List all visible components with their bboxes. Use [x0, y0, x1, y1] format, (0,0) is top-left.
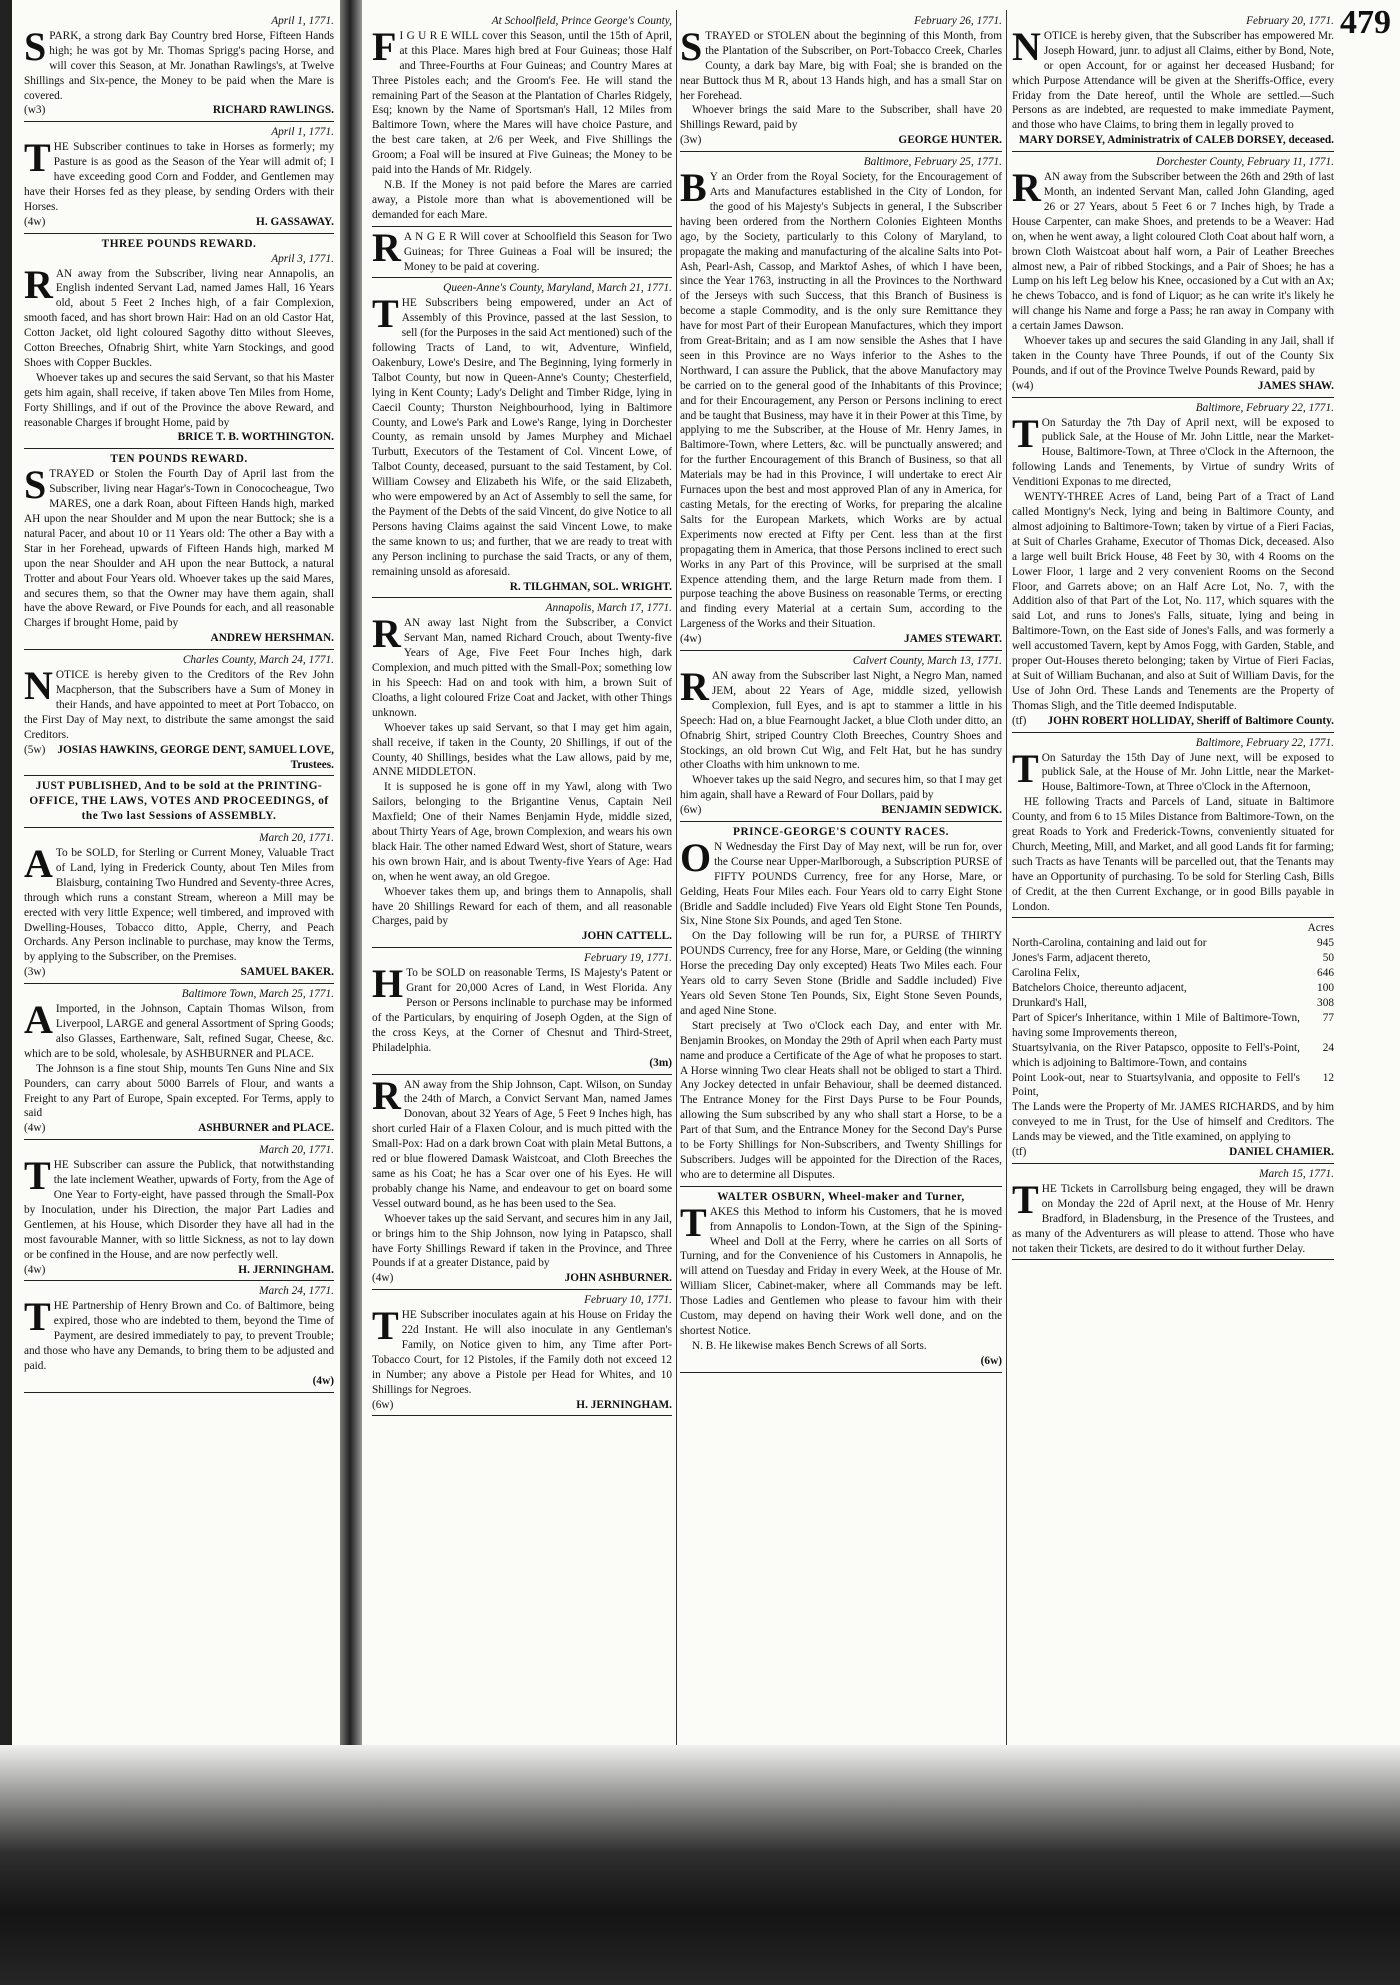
- ad-divider: [372, 226, 672, 227]
- ad-paragraph: [680, 834, 1002, 929]
- ad-reference: (4w): [24, 1263, 46, 1276]
- ad-paragraph: [1012, 334, 1334, 379]
- table-row: [1012, 936, 1334, 951]
- ad-paragraph: [372, 1072, 672, 1212]
- drop-cap: S: [24, 23, 47, 69]
- ad-signer: H. JERNINGHAM.: [576, 1398, 672, 1411]
- ad-paragraph: [24, 1153, 334, 1262]
- ad-text: Whoever brings the said Mare to the Subscriber, shall have 20 Shillings Reward, paid by: [680, 104, 1002, 132]
- ad-divider: [372, 947, 672, 948]
- ad-signer: JAMES STEWART.: [904, 633, 1002, 646]
- advertisement: [24, 452, 334, 650]
- ad-paragraph: [1012, 410, 1334, 491]
- ad-dateline: February 19, 1771.: [584, 952, 672, 965]
- drop-cap: H: [372, 961, 404, 1007]
- ad-signature: [680, 1354, 1002, 1369]
- ad-signer: DANIEL CHAMIER.: [1229, 1146, 1334, 1159]
- ad-text: OTICE is hereby given, that the Subscriber has empowered Mr. Joseph Howard, junr. to adjust all Claims, either by Bond, Note, or open Account, for or against her deceased Husband; for which Purpose Attendance will be given at the Sheriffs-Office, every Friday from the Date hereof, until the Whole are settled.—Such Persons as are indebted, are requested to make immediate Payment, and those who have Claims, to bring them in legally proved to: [1012, 29, 1334, 132]
- ad-text: HE Partnership of Henry Brown and Co. of Baltimore, being expired, those who are indebted to them, beyond the Time of Payment, are desired immediately to pay, to prevent Trouble; and those who have any Demands, to bring them to be adjusted and paid.: [24, 1300, 334, 1372]
- ad-text: On Saturday the 15th Day of June next, will be exposed to publick Sale, at the House of Mr. John Little, near the Market-House, Baltimore-Town, at Three o'Clock in the Afternoon,: [1041, 751, 1334, 794]
- ad-signature: [1012, 714, 1334, 729]
- column-rule: [676, 10, 677, 1745]
- ad-divider: [24, 121, 334, 122]
- advertisement: [24, 14, 334, 122]
- ad-paragraph: [372, 611, 672, 720]
- table-row: [1012, 1071, 1334, 1101]
- ad-paragraph: [24, 997, 334, 1062]
- ad-paragraph: [372, 23, 672, 178]
- ad-paragraph: [680, 165, 1002, 632]
- advertisement: [24, 237, 334, 450]
- drop-cap: R: [372, 1072, 401, 1118]
- ad-signature: [1012, 379, 1334, 394]
- ad-paragraph: [680, 773, 1002, 803]
- ad-dateline: February 26, 1771.: [914, 15, 1002, 27]
- advertisement: [1012, 155, 1334, 398]
- tract-name: Carolina Felix,: [1012, 967, 1080, 980]
- advertisement: [1012, 1100, 1334, 1164]
- ad-divider: [1012, 1163, 1334, 1164]
- advertisement: [372, 601, 672, 948]
- ad-signature: [372, 580, 672, 595]
- ad-dateline: Annapolis, March 17, 1771.: [545, 602, 672, 615]
- ad-paragraph: [372, 178, 672, 223]
- ad-text: OTICE is hereby given to the Creditors of the Rev John Macpherson, that the Subscribers have a Sum of Money in their Hands, and have appointed to meet at Port Tobacco, on the First Day of May next, to distribute the same amongst the said Creditors.: [24, 669, 334, 741]
- ad-text: Whoever takes up the said Servant, and secures him in any Jail, or brings him to the Ship Johnson, now lying in Patapsco, shall have Forty Shillings Reward if taken in the Province, and Three Pounds if at a greater Distance, paid by: [372, 1212, 672, 1270]
- ad-dateline: February 10, 1771.: [584, 1294, 672, 1307]
- ad-text: A N G E R Will cover at Schoolfield this Season for Two Guineas; for Three Guineas a Foal will be insured; the Money to be paid at covering.: [403, 230, 672, 273]
- advertisement: [24, 1143, 334, 1281]
- ad-reference: (4w): [372, 1272, 394, 1285]
- ad-signature: [24, 215, 334, 230]
- ad-divider: [24, 775, 334, 776]
- ad-paragraph: [372, 1212, 672, 1272]
- ad-text: On the Day following will be run for, a PURSE of THIRTY POUNDS Currency, free for any Horse, Mare, or Gelding (the winning Horse the preceding Day only excepted) Heats Two Miles each. Four Years old to carry Seven Stone (Bridle and Saddle included) Five Years old Seven Stone Ten Pounds, Six, Eight Stone Seven Pounds, and aged Nine Stone.: [680, 930, 1002, 1017]
- ad-text: Start precisely at Two o'Clock each Day, and enter with Mr. Benjamin Brookes, on Monday the 29th of April when each Party must name and produce a Certificate of the Age of what he proposes to start. A Horse winning Two clear Heats shall not be obliged to start a Third. Any Jockey detected in unfair Behaviour, shall be deemed distanced. The Entrance Money for the First Days Purse to be Four Pounds, allowing the Sum subscribed by any who shall start a Horse, to be a Part of that Sum, and the Entrance Money for the Second Day's Purse to be Forty Shillings for Non-Subscribers, and Twenty Shillings for Subscribers. Judges will be appointed for the Direction of the Races, who are to determine all Disputes.: [680, 1019, 1002, 1181]
- ad-paragraph: [1012, 165, 1334, 334]
- table-row: [1012, 981, 1334, 996]
- advertisement: [1012, 736, 1334, 919]
- drop-cap: R: [372, 224, 401, 270]
- ad-divider: [372, 277, 672, 278]
- ad-reference: (3w): [24, 966, 46, 979]
- ad-paragraph: [24, 23, 334, 104]
- ad-dateline: Calvert County, March 13, 1771.: [852, 655, 1002, 668]
- table-header-row: [1012, 921, 1334, 936]
- ad-divider: [1012, 397, 1334, 398]
- ad-signature: [372, 1271, 672, 1286]
- ad-signer: BENJAMIN SEDWICK.: [881, 804, 1002, 817]
- ad-paragraph: [372, 224, 672, 275]
- ad-paragraph: [1012, 795, 1334, 914]
- ad-text: TRAYED or STOLEN about the beginning of this Month, from the Plantation of the Subscriber, on Port-Tobacco Creek, Charles County, a dark bay Mare, big with Foal; she is branded on the near Buttock thus M R, about 13 Hands high, and has a small Star on her Forehead.: [680, 29, 1002, 102]
- ad-text: Whoever takes up and secures the said Servant, so that his Master gets him again, shall receive, if taken above Ten Miles from Home, Forty Shillings, and if out of the Province the above Reward, and reasonable Charges if brought Home, paid by: [24, 371, 334, 429]
- ad-text: To be SOLD, for Sterling or Current Money, Valuable Tract of Land, lying in Frederick County, about Ten Miles from Blaisburg, containing Two Hundred and Seventy-three Acres, through which runs a constant Stream, whereon a Mill may be erected with very little Expence; well timbered, and improved with Dwelling-Houses, Tobacco ditto, Apple, Cherry, and Peach Orchards. Any Person inclinable to purchase, may know the Terms, by applying to the Subscriber, on the Premises.: [24, 847, 334, 964]
- ad-signer: JOHN ASHBURNER.: [564, 1272, 672, 1285]
- advertisement: [24, 779, 334, 828]
- ad-reference: (tf): [1012, 1146, 1027, 1159]
- drop-cap: S: [680, 23, 703, 69]
- ad-paragraph: [680, 663, 1002, 773]
- ad-text: I G U R E WILL cover this Season, until the 15th of April, at this Place. Mares high bred at Four Guineas; those Half and Three-Fourths at Four Guineas; and Country Mares at Three Pistoles each; and the Groom's Fee. He will stand the remaining Part of the Season at the Plantation of Charles Ridgely, Esq; known by the Name of Sportsman's Hall, 12 Miles from Baltimore Town, where the Mares will have choice Pasture, and the best care taken, at 2/6 per Week, and Five Shillings the Groom; a Foal will be insured at Five Guineas; the Money to be paid into the Hands of Mr. Ridgely.: [372, 29, 672, 177]
- ad-signer: (6w): [980, 1354, 1002, 1367]
- acres-header: Acres: [1307, 922, 1334, 935]
- advertisement: [680, 1190, 1002, 1373]
- ad-divider: [372, 597, 672, 598]
- ad-paragraph: [372, 780, 672, 884]
- ad-paragraph: [24, 462, 334, 631]
- drop-cap: O: [680, 834, 712, 880]
- ad-paragraph: [24, 1294, 334, 1374]
- ad-signer: H. JERNINGHAM.: [238, 1263, 334, 1276]
- page-bottom-shadow: [0, 1745, 1400, 1985]
- drop-cap: R: [372, 611, 401, 657]
- ad-signer: R. TILGHMAN, SOL. WRIGHT.: [509, 580, 672, 593]
- ad-text: AKES this Method to inform his Customers, that he is moved from Annapolis to London-Town, at the Sign of the Spining-Wheel and Doll at the Ferry, where he carries on all Sorts of Turning, and for the Convenience of his Customers in Annapolis, he will attend on Tuesday and Friday in every Week, at the House of Mr. William Slicer, Cabinet-maker, where all Commands may be left. Those Ladies and Gentlemen who please to favour him with their Custom, may depend on having their Work well done, and on the shortest Notice.: [680, 1205, 1002, 1337]
- ad-signer: JOSIAS HAWKINS, GEORGE DENT, SAMUEL LOVE, Trustees.: [57, 743, 334, 771]
- ad-paragraph: [372, 961, 672, 1055]
- drop-cap: T: [1012, 745, 1039, 791]
- ad-signature: [1012, 133, 1334, 148]
- ad-dateline: March 20, 1771.: [259, 1144, 334, 1157]
- ad-signature: [372, 1056, 672, 1071]
- tract-acres: 945: [1317, 937, 1334, 950]
- ad-reference: (4w): [680, 633, 702, 646]
- ad-divider: [1012, 732, 1334, 733]
- ad-dateline: Baltimore, February 25, 1771.: [863, 156, 1002, 169]
- drop-cap: R: [1012, 165, 1041, 211]
- ad-signer: ASHBURNER and PLACE.: [198, 1122, 334, 1135]
- ad-paragraph: [372, 885, 672, 930]
- ad-dateline: Dorchester County, February 11, 1771.: [1156, 156, 1334, 169]
- ad-text: AN away from the Subscriber last Night, a Negro Man, named JEM, about 22 Years of Age, middle sized, yellowish Complexion, full Eyes, and is apt to stammer a little in his Speech: Had on, a blue Fearnought Jacket, a blue Cloth under ditto, an Ofnabrig Shirt, striped Country Cloth Breeches, Country Shoes and Stockings, an old brown Cut Wig, and Felt Hat, but he has sundry other Cloaths with him unknown to me.: [680, 669, 1002, 772]
- left-page-edge: [0, 0, 12, 1770]
- ad-paragraph: [372, 721, 672, 781]
- advertisement: [372, 1072, 672, 1291]
- ad-signer: ANDREW HERSHMAN.: [210, 632, 334, 645]
- ad-dateline: April 3, 1771.: [271, 252, 334, 265]
- ad-divider: [680, 1372, 1002, 1373]
- ad-signer: RICHARD RAWLINGS.: [212, 104, 334, 117]
- advertisement: [680, 654, 1002, 822]
- ad-signer: JAMES SHAW.: [1257, 379, 1334, 392]
- tract-acres: 50: [1322, 952, 1334, 965]
- ad-signer: H. GASSAWAY.: [256, 215, 334, 228]
- ad-paragraph: [372, 291, 672, 579]
- ad-paragraph: [1012, 490, 1334, 714]
- ad-signature: [372, 929, 672, 944]
- ad-text: HE Subscribers being empowered, under an Act of Assembly of this Province, passed at the last Session, to sell (for the Purposes in the said Act mentioned) such of the following Tracts of Land, to wit, Adventure, Winfield, Oakenbury, Lowe's Desire, and The Beginning, lying formerly in Talbot County, but now in Queen-Anne's County; Chesterfield, lying in Kent County; Lady's Delight and Timber Ridge, lying in Caecil County; Thurston Neighbourhood, lying in Baltimore County, and Lowe's Park and Lowe's Range, lying in Dorchester County, as remain unsold by James Murphey and Michael Turbutt, Executors of the Testament of Col. Vincent Lowe, of Talbot County, deceased, pursuant to the said Testament, by Col. William Cowsey and Elizabeth his Wife, or the said Elizabeth, who were empowered by an Act of Assembly to sell the same, for the Payment of the Debts of the said Vincent, do give Notice to all Persons having Claims against the said Vincent Lowe, to make the same known to us; and further, that we are ready to treat with any Person inclining to purchase the said Tracts, or any of them, remaining unsold as aforesaid.: [372, 297, 672, 578]
- ad-dateline: March 24, 1771.: [259, 1285, 334, 1298]
- advertisement: [24, 987, 334, 1140]
- drop-cap: N: [24, 663, 53, 709]
- tract-name: Part of Spicer's Inheritance, within 1 Mile of Baltimore-Town, having some Improvements thereon,: [1012, 1011, 1300, 1039]
- advertisement: [1012, 14, 1334, 152]
- ad-divider: [24, 649, 334, 650]
- ad-text: AN away last Night from the Subscriber, a Convict Servant Man, named Richard Crouch, about Twenty-five Years of Age, Five Feet Four Inches high, dark Complexion, and much pitted with the Small-Pox; something low in his Speech: Had on and took with him, a brown Suit of Cloaths, a light coloured Frize Coat and Jacket, with other Things unknown.: [372, 617, 672, 719]
- tract-name: Stuartsylvania, on the River Patapsco, opposite to Fell's-Point, which is adjoining to Baltimore-Town, and contains: [1012, 1041, 1300, 1069]
- ad-divider: [24, 1139, 334, 1140]
- ad-divider: [1012, 1259, 1334, 1260]
- table-row: [1012, 996, 1334, 1011]
- ad-reference: (w4): [1012, 379, 1034, 392]
- column-3: [680, 14, 1002, 1376]
- ad-divider: [1012, 151, 1334, 152]
- ad-text: AN away from the Subscriber, living near Annapolis, an English indented Servant Lad, named James Hall, 16 Years old, about 5 Feet 2 Inches high, of a fair Complexion, smooth faced, and has short brown Hair: Had on an old Castor Hat, Cotton Jacket, old light coloured Sagothy ditto without Sleeves, Cotton Breeches, Ofnabrig Shirt, white Yarn Stockings, and good Shoes with Copper Buckles.: [24, 267, 334, 369]
- ad-reference: (4w): [24, 215, 46, 228]
- ad-heading: THREE POUNDS REWARD.: [101, 237, 257, 250]
- ad-divider: [24, 448, 334, 449]
- ad-divider: [372, 1289, 672, 1290]
- advertisement: [24, 125, 334, 233]
- ad-divider: [372, 1074, 672, 1075]
- ad-text: WENTY-THREE Acres of Land, being Part of a Tract of Land called Montigny's Neck, lying and being in Baltimore County, and almost adjoining to Baltimore-Town; taken by virtue of a Fieri Facias, at Suit of Charles Grahame, Executor of Thomas Dick, deceased. Also a large well built Brick House, 48 Feet by 30, with 4 Rooms on the Lower Floor, 1 large and 2 very convenient Rooms on the Second Floor, and Garrets above; on an Half Acre Lot, No. 7, with the Addition also of that Part of the Lot, No. 117, which squares with the said Lot, and runs to Jones's Falls, situate, lying and being in Baltimore-Town, on the East side of Jones's Falls, and was formerly a well accustomed Tavern, kept by Amos Fogg, with Garden, Stable, and proper Out-Houses thereto belonging; taken by Virtue of Fieri Facias, at Suit of William Buchanan, and also at Suit of William Davis, for the Use of John Ord. These Lands and Tenements are the Property of Thomas Sligh, and the Title deemed Indisputable.: [1012, 491, 1334, 712]
- ad-paragraph: [680, 103, 1002, 133]
- ad-signature: [680, 632, 1002, 647]
- advertisement: [24, 653, 334, 776]
- column-4-ads: [1012, 14, 1334, 918]
- ad-signer: SAMUEL BAKER.: [240, 966, 334, 979]
- advertisement: [372, 951, 672, 1074]
- ad-dateline: Baltimore, February 22, 1771.: [1195, 736, 1334, 749]
- ad-paragraph: [680, 929, 1002, 1018]
- ad-dateline: March 15, 1771.: [1259, 1167, 1334, 1180]
- ad-text: N Wednesday the First Day of May next, will be run for, over the Course near Upper-Marlborough, a Subscription PURSE of FIFTY POUNDS Currency, free for any Horse, Mare, or Gelding, Heats Four Miles each. Four Years old to carry Eight Stone (Bridle and Saddle included) Five Years old Eight Stone Ten Pounds, Six, Nine Stone Six Pounds, and aged Ten Stone.: [680, 840, 1002, 928]
- drop-cap: T: [24, 1294, 51, 1340]
- ad-signature: [1012, 1145, 1334, 1160]
- ad-paragraph: [1012, 1176, 1334, 1257]
- ad-text: On Saturday the 7th Day of April next, will be exposed to publick Sale, at the House of Mr. John Little, near the Market-House, Baltimore-Town, at Three o'Clock in the Afternoon, the following Lands and Tenements, by Virtue of sundry Writs of Venditioni Exponas to me directed,: [1012, 416, 1334, 489]
- ad-signature: [24, 1374, 334, 1389]
- ad-text: N.B. If the Money is not paid before the Mares are carried away, a Pistole more than what is abovementioned will be demanded for each Mare.: [372, 178, 672, 221]
- ad-dateline: March 20, 1771.: [259, 832, 334, 845]
- ad-signature: [680, 133, 1002, 148]
- ad-signer: MARY DORSEY, Administratrix of CALEB DORSEY, deceased.: [1019, 134, 1334, 147]
- ad-paragraph: [24, 663, 334, 743]
- table-row: [1012, 951, 1334, 966]
- drop-cap: R: [680, 663, 709, 709]
- ad-paragraph: [680, 1019, 1002, 1183]
- ad-paragraph: [24, 261, 334, 371]
- table-row: [1012, 1041, 1334, 1071]
- ad-signature: [24, 103, 334, 118]
- drop-cap: T: [372, 1303, 399, 1349]
- ad-text: Whoever takes them up, and brings them to Annapolis, shall have 20 Shillings Reward for each of them, and all reasonable Charges, paid by: [372, 885, 672, 928]
- tract-acres: 24: [1322, 1041, 1334, 1054]
- advertisement: [1012, 1167, 1334, 1260]
- ad-signature: [680, 803, 1002, 818]
- ad-heading: WALTER OSBURN, Wheel-maker and Turner,: [717, 1190, 965, 1203]
- ad-text: N. B. He likewise makes Bench Screws of all Sorts.: [692, 1339, 927, 1352]
- ad-text: PARK, a strong dark Bay Country bred Horse, Fifteen Hands high; he was got by Mr. Thomas Sprigg's pacing Horse, and will cover this Season, at Mr. Jonathan Rawlings's, at Twelve Shillings and Six-pence, the Money to be paid when the Mare is covered.: [24, 29, 334, 102]
- ad-text: HE Subscriber can assure the Publick, that notwithstanding the late inclement Weather, upwards of Forty, from the Age of One Year to Forty-eight, have passed through the Small-Pox by Inoculation, under his Direction, the major Part Ladies and Gentlemen, at his House, which Disorder they have all had in the most favourable Manner, with so little Sickness, as not to lay down or be confined in the House, and are now perfectly well.: [24, 1159, 334, 1261]
- ad-signature: [24, 743, 334, 773]
- drop-cap: R: [24, 261, 53, 307]
- ad-reference: (6w): [372, 1398, 394, 1411]
- table-header-spacer: [1012, 921, 1300, 936]
- ad-reference: (6w): [680, 804, 702, 817]
- ad-divider: [24, 1392, 334, 1393]
- tract-acres: 646: [1317, 967, 1334, 980]
- ad-signature: [24, 430, 334, 445]
- advertisement: [372, 14, 672, 227]
- ad-text: HE Subscriber continues to take in Horses as formerly; my Pasture is as good as the Season of the Year will admit of; I have exceeding good Corn and Fodder, and Gentlemen may have their Horses fed as they please, by sending Orders with their Horses.: [24, 141, 334, 213]
- ad-text: Whoever takes up and secures the said Glanding in any Jail, shall if taken in the County have Three Pounds, if out of the County Six Pounds, and if out of the Province Twelve Pounds Reward, paid by: [1012, 335, 1334, 377]
- column-4-tail-ads: [1012, 1100, 1334, 1260]
- ad-dateline: Charles County, March 24, 1771.: [182, 654, 334, 667]
- advertisement: [680, 155, 1002, 651]
- ad-reference: (4w): [24, 1122, 46, 1135]
- drop-cap: T: [1012, 1176, 1039, 1222]
- ad-text: Imported, in the Johnson, Captain Thomas Wilson, from Liverpool, LARGE and general Assortment of Spring Goods; also Glasses, Earthenware, Salt, refined Sugar, Cheese, &c. which are to be sold, wholesale, by ASHBURNER and PLACE.: [24, 1003, 334, 1060]
- drop-cap: N: [1012, 23, 1041, 69]
- advertisement: [24, 831, 334, 984]
- ad-reference: (3w): [680, 134, 702, 147]
- ad-paragraph: [680, 1339, 1002, 1354]
- ad-signature: [24, 1121, 334, 1136]
- ad-dateline: February 20, 1771.: [1246, 15, 1334, 27]
- ad-reference: (tf): [1012, 714, 1027, 727]
- ad-dateline: April 1, 1771.: [271, 126, 334, 139]
- ad-divider: [680, 1186, 1002, 1187]
- tract-name: Drunkard's Hall,: [1012, 997, 1087, 1009]
- ad-paragraph: [1012, 745, 1334, 796]
- ad-dateline: At Schoolfield, Prince George's County,: [491, 15, 672, 27]
- drop-cap: A: [24, 997, 53, 1043]
- ad-paragraph: [24, 841, 334, 965]
- ad-signer: BRICE T. B. WORTHINGTON.: [177, 431, 334, 444]
- tract-name: Batchelors Choice, thereunto adjacent,: [1012, 982, 1187, 995]
- ad-reference: (w3): [24, 104, 46, 117]
- advertisement: [24, 1284, 334, 1392]
- advertisement: [372, 1293, 672, 1416]
- ad-signer: (4w): [312, 1374, 334, 1387]
- ad-divider: [680, 650, 1002, 651]
- ad-divider: [24, 1280, 334, 1281]
- drop-cap: T: [1012, 410, 1039, 456]
- drop-cap: T: [680, 1199, 707, 1245]
- table-row: [1012, 966, 1334, 981]
- page-number: 479: [1340, 4, 1391, 41]
- ad-text: The Lands were the Property of Mr. JAMES RICHARDS, and by him conveyed to me in Trust, for the Use of himself and Creditors. The Lands may be viewed, and the Title examined, on applying to: [1012, 1101, 1334, 1144]
- ad-signature: [24, 965, 334, 980]
- land-tracts-table: [1012, 921, 1334, 1100]
- drop-cap: T: [24, 135, 51, 181]
- ad-text: The Johnson is a fine stout Ship, mounts Ten Guns Nine and Six Pounders, can carry about 5000 Barrels of Flour, and wants a Freight to any Part of Europe, Spain excepted. For Terms, apply to said: [24, 1062, 334, 1120]
- drop-cap: B: [680, 165, 707, 211]
- ad-dateline: Baltimore Town, March 25, 1771.: [181, 988, 334, 1001]
- ad-heading: TEN POUNDS REWARD.: [110, 453, 248, 466]
- ad-paragraph: [680, 23, 1002, 104]
- ad-text: HE Subscriber inoculates again at his House on Friday the 22d Instant. He will also inoculate in any Gentleman's Family, on Notice given to him, any Time after Port-Tobacco Court, for 12 Pistoles, if the Family doth not exceed 12 in Number; any above a Pistole per Head for Whites, and 10 Shillings for Negroes.: [372, 1309, 672, 1396]
- ad-divider: [24, 983, 334, 984]
- ad-signature: [24, 1263, 334, 1278]
- ad-paragraph: [24, 135, 334, 215]
- ad-reference: (5w): [24, 743, 46, 756]
- ad-text: It is supposed he is gone off in my Yawl, along with Two Sailors, belonging to the Brigantine Venus, Captain Neil Maxfield; One of their Names Benjamin Hyde, middle sized, about Thirty Years of Age, brown Complexion, and wears his own black Hair. The other named Edward West, short of Stature, wears his own brown Hair, and is about Twenty-five Years of Age: Had on, when he went away, an old Gregoe.: [372, 781, 672, 883]
- ad-heading: JUST PUBLISHED, And to be sold at the PRINTING-OFFICE, THE LAWS, VOTES AND PROCEEDINGS, of the Two last Sessions of ASSEMBLY.: [29, 780, 329, 823]
- ad-text: AN away from the Subscriber between the 26th and 29th of last Month, an indented Servant Man, called John Glanding, aged 26 or 27 Years, about 5 Feet 6 or 7 Inches high, by Trade a House Carpenter, can make Shoes, and pretends to be a Weaver: Had on, when he went away, a light coloured Cloth Coat about half worn, a brown Cloth Waistcoat about half worn, a Pair of Leather Breeches almost new, a Pair of ribbed Stockings, and a Pair of Shoes; he has a Lump on his left Leg below his Knee, occasioned by a Cut with an Ax; he chews Tobacco, and is fond of Liquor; as he can write it's likely he will change his Name and forge a Pass; he ran away in Company with a certain James Dawson.: [1012, 171, 1334, 333]
- ad-divider: [24, 233, 334, 234]
- ad-signer: (3m): [649, 1056, 672, 1069]
- ad-text: Whoever takes up said Servant, so that I may get him again, shall receive, if taken in the County, 20 Shillings, if out of the County, 40 Shillings, besides what the Law allows, paid by me, ANNE MIDDLETON.: [372, 721, 672, 779]
- ad-text: TRAYED or Stolen the Fourth Day of April last from the Subscriber, living near Hagar's-Town in Conococheague, Two MARES, one a dark Roan, about Fifteen Hands high, marked AH upon the near Shoulder and M upon the near Buttock; she is a natural Pacer, and about 10 or 11 Years old: The other a Bay with a Star in her Forehead, upwards of Fifteen Hands high, marked M upon the near Shoulder and AH upon the near Buttock, a natural Trotter and about Four Years old. Whoever takes up the said Mares, and secures them, so that the Owner may have them again, shall have the above Reward, or Five Pounds for each, and all reasonable Charges if brought Home, paid by: [24, 468, 334, 630]
- ad-paragraph: [1012, 23, 1334, 133]
- book-spine-shadow: [340, 0, 362, 1760]
- ad-signer: GEORGE HUNTER.: [898, 134, 1002, 147]
- ad-signer: JOHN CATTELL.: [581, 930, 672, 943]
- ad-text: HE Tickets in Carrollsburg being engaged, they will be drawn on Monday the 22d of April next, at the House of Mr. Henry Bradford, in Bladensburg, in the Presence of the Trustees, and as many of the Adventurers as will please to attend. Those who have not taken their Tickets, are desired to do it without further Delay.: [1012, 1182, 1334, 1255]
- drop-cap: T: [372, 291, 399, 337]
- tract-acres: 100: [1317, 982, 1334, 995]
- ad-paragraph: [1012, 1100, 1334, 1145]
- ad-divider: [372, 1415, 672, 1416]
- ad-text: HE following Tracts and Parcels of Land, situate in Baltimore County, and from 6 to 15 Miles Distance from Baltimore-Town, on the great Roads to York and Frederick-Towns, conveniently situated for Church, Meeting, Mill, and Market, and all good Lands fit for farming; such Tracts as have Tenants will be parcelled out, that the Tenants may have an Opportunity of purchasing. To be sold for Sterling Cash, Bills of Credit, at the then Current Exchange, or in good Bills payable in London.: [1012, 796, 1334, 913]
- advertisement: [1012, 401, 1334, 733]
- tract-name: North-Carolina, containing and laid out for: [1012, 937, 1207, 950]
- drop-cap: S: [24, 462, 47, 508]
- ad-signer: JOHN ROBERT HOLLIDAY, Sheriff of Baltimore County.: [1047, 714, 1334, 727]
- tract-name: Point Look-out, near to Stuartsylvania, and opposite to Fell's Point,: [1012, 1071, 1300, 1099]
- column-1: [24, 14, 334, 1396]
- ad-dateline: Baltimore, February 22, 1771.: [1195, 401, 1334, 414]
- ad-text: Y an Order from the Royal Society, for the Encouragement of Arts and Manufactures established in the City of London, for the good of his Majesty's Subjects in general, I the Subscriber having been ordered from the Northern Colonies Eighteen Months ago, by the Society, particularly to this Colony of Maryland, to propagate the making and manufacturing of the alcaline Salts into Pot-Ash, Pearl-Ash, Cassop, and Marktof Ashes, of which I have been, since the Year 1763, instructing in all the Provinces to the Northward of the Jerseys with such Success, that this Branch of Business is become a staple Commodity, and is the only sure Remittance they have for most Part of their European Manufactures, which they import from Great-Britain; and as I am now sensible the Ashes that I have seen in this Province are no Ways inferior to the Ashes to the Northward, I can assure the Publick, that the above Manufactory may be carried on to the general good of the Inhabitants of this Province; and for their Encouragement, any Person or Persons inclining to erect and be taught that Business, may have it in their Power at this Time, by applying to me the Subscriber, at the House of Mr. Henry James, in Baltimore-Town, where Letters, &c. will be punctually answered; and for the further Encouragement of this Branch of Business, so that all Materials may be had in this Province, I will undertake to erect Air Furnaces upon the best and most approved Plan of any in America, for casting Metals, for the erecting of Works, for preparing the alcaline Salts for the European Markets, which Works are by actual Experiments now erected at Fifty per Cent. less than at the first propagating them in America, that those Persons inclined to erect such Works in any Part of this Province, will be surprised at the small Expence attending them, and the large Return made from them. I purpose teaching the above Business on reasonable Terms, or erecting and finding every Material at a certain Sum, according to the Largeness of the Works and their Situation.: [680, 171, 1002, 631]
- table-row: [1012, 1011, 1334, 1041]
- ad-text: Whoever takes up the said Negro, and secures him, so that I may get him again, shall have a Reward of Four Dollars, paid by: [680, 774, 1002, 802]
- column-rule: [1006, 10, 1007, 1745]
- drop-cap: F: [372, 23, 397, 69]
- ad-text: AN away from the Ship Johnson, Capt. Wilson, on Sunday the 24th of March, a Convict Servant Man, named James Donovan, about 32 Years of Age, 5 Feet 9 Inches high, has short curled Hair of a Flaxen Colour, and is much pitted with the Small-Pox: Had on a dark brown Coat with plain Metal Buttons, a red or blue flowered Damask Waistcoat, and Cloth Breeches the same as his Coat; he has a Scar over one of his Eyes. He will probably change his Name, and endeavour to get on board some Vessel outward bound, as he has been used to the Sea.: [372, 1078, 672, 1210]
- tract-acres: 77: [1322, 1011, 1334, 1024]
- drop-cap: T: [24, 1153, 51, 1199]
- ad-paragraph: [372, 1303, 672, 1397]
- tract-acres: 308: [1317, 997, 1334, 1009]
- ad-paragraph: [24, 1062, 334, 1122]
- tract-acres: 12: [1322, 1071, 1334, 1084]
- tract-name: Jones's Farm, adjacent thereto,: [1012, 952, 1151, 965]
- ad-signature: [372, 1398, 672, 1413]
- ad-paragraph: [24, 371, 334, 431]
- ad-heading: PRINCE-GEORGE'S COUNTY RACES.: [733, 826, 949, 839]
- advertisement: [680, 14, 1002, 152]
- advertisement: [372, 224, 672, 279]
- advertisement: [680, 825, 1002, 1187]
- advertisement: [372, 281, 672, 598]
- ad-paragraph: [680, 1199, 1002, 1339]
- ad-dateline: Queen-Anne's County, Maryland, March 21, 1771.: [443, 282, 672, 295]
- drop-cap: A: [24, 841, 53, 887]
- ad-divider: [1012, 917, 1334, 918]
- column-2: [372, 14, 672, 1419]
- ad-dateline: April 1, 1771.: [271, 15, 334, 27]
- ad-divider: [680, 151, 1002, 152]
- column-4: [1012, 14, 1334, 1263]
- ad-divider: [24, 827, 334, 828]
- ad-text: To be SOLD on reasonable Terms, IS Majesty's Patent or Grant for 20,000 Acres of Land, in West Florida. Any Person or Persons inclinable to purchase may be informed of the Particulars, by enquiring of Joseph Ogden, at the Sign of the cross Keys, at the Corner of Chesnut and Third-Street, Philadelphia.: [372, 967, 672, 1054]
- ad-divider: [680, 821, 1002, 822]
- ad-signature: [24, 631, 334, 646]
